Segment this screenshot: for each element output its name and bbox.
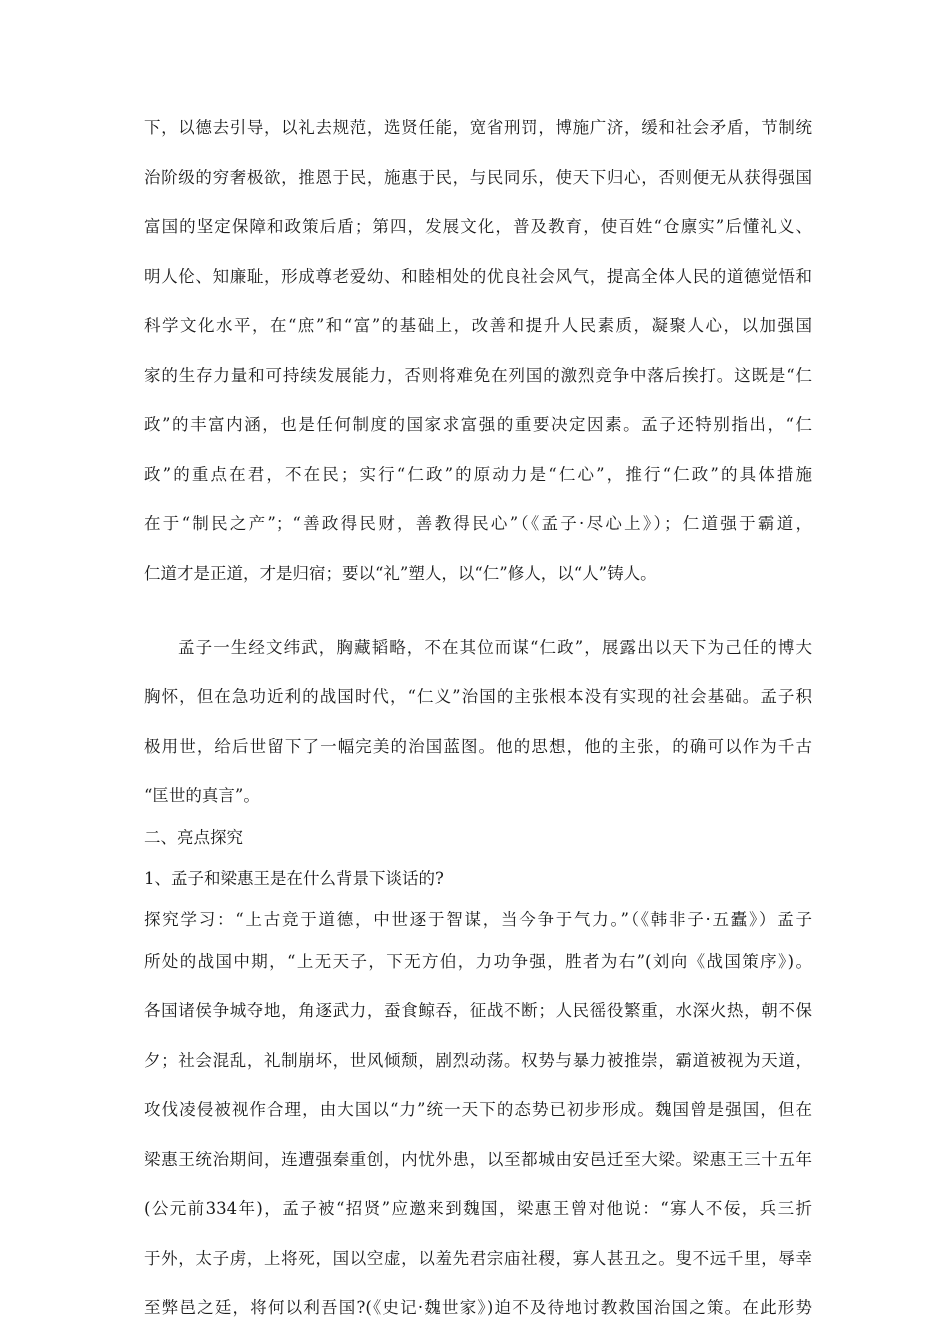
text-line: “匡世的真言”。	[144, 786, 260, 805]
text-line: 胸怀，但在急功近利的战国时代，“仁义”治国的主张根本没有实现的社会基础。孟子积	[144, 687, 812, 706]
question-heading: 1、孟子和梁惠王是在什么背景下谈话的?	[144, 869, 444, 888]
text-line: 各国诸侯争城夺地，角逐武力，蚕食鲸吞，征战不断；人民徭役繁重，水深火热，朝不保	[144, 1001, 812, 1020]
text-line: 科学文化水平，在“庶”和“富”的基础上，改善和提升人民素质，凝聚人心，以加强国	[144, 316, 812, 335]
text-line: 政”的重点在君，不在民；实行“仁政”的原动力是“仁心”，推行“仁政”的具体措施	[144, 465, 812, 484]
text-line: 政”的丰富内涵，也是任何制度的国家求富强的重要决定因素。孟子还特别指出，“仁	[144, 415, 812, 434]
text-line: 于外，太子虏，上将死，国以空虚，以羞先君宗庙社稷，寡人甚丑之。叟不远千里，辱幸	[144, 1249, 812, 1268]
text-line: 在于“制民之产”；“善政得民财，善教得民心”（《孟子·尽心上》）；仁道强于霸道，	[144, 514, 812, 533]
text-line: (公元前334年)，孟子被“招贤”应邀来到魏国，梁惠王曾对他说：“寡人不佞，兵三折	[144, 1199, 812, 1218]
text-line: 仁道才是正道，才是归宿；要以“礼”塑人，以“仁”修人，以“人”铸人。	[144, 564, 657, 583]
text-line: 至弊邑之廷，将何以利吾国?(《史记·魏世家》)迫不及待地讨教救国治国之策。在此形势	[144, 1298, 812, 1317]
text-line: 富国的坚定保障和政策后盾；第四，发展文化，普及教育，使百姓“仓廪实”后懂礼义、	[144, 217, 812, 236]
text-line: 明人伦、知廉耻，形成尊老爱幼、和睦相处的优良社会风气，提高全体人民的道德觉悟和	[144, 267, 812, 286]
text-line: 梁惠王统治期间，连遭强秦重创，内忧外患，以至都城由安邑迁至大梁。梁惠王三十五年	[144, 1150, 812, 1169]
text-line: 家的生存力量和可持续发展能力，否则将难免在列国的激烈竞争中落后挨打。这既是“仁	[144, 366, 812, 385]
text-line: 孟子一生经文纬武，胸藏韬略，不在其位而谋“仁政”，展露出以天下为己任的博大	[178, 638, 812, 657]
text-line: 下，以德去引导，以礼去规范，选贤任能，宽省刑罚，博施广济，缓和社会矛盾，节制统	[144, 118, 812, 137]
section-heading: 二、亮点探究	[144, 828, 243, 847]
text-line: 所处的战国中期，“上无天子，下无方伯，力功争强，胜者为右”(刘向《战国策序》)。	[144, 952, 812, 971]
text-line: 极用世，给后世留下了一幅完美的治国蓝图。他的思想，他的主张，的确可以作为千古	[144, 737, 812, 756]
text-line: 治阶级的穷奢极欲，推恩于民，施惠于民，与民同乐，使天下归心，否则便无从获得强国	[144, 168, 812, 187]
text-line: 探究学习：“上古竞于道德，中世逐于智谋，当今争于气力。”（《韩非子·五蠹》）孟子	[144, 910, 812, 929]
text-line: 夕；社会混乱，礼制崩坏，世风倾颓，剧烈动荡。权势与暴力被推崇，霸道被视为天道，	[144, 1051, 812, 1070]
text-line: 攻伐凌侵被视作合理，由大国以“力”统一天下的态势已初步形成。魏国曾是强国，但在	[144, 1100, 812, 1119]
